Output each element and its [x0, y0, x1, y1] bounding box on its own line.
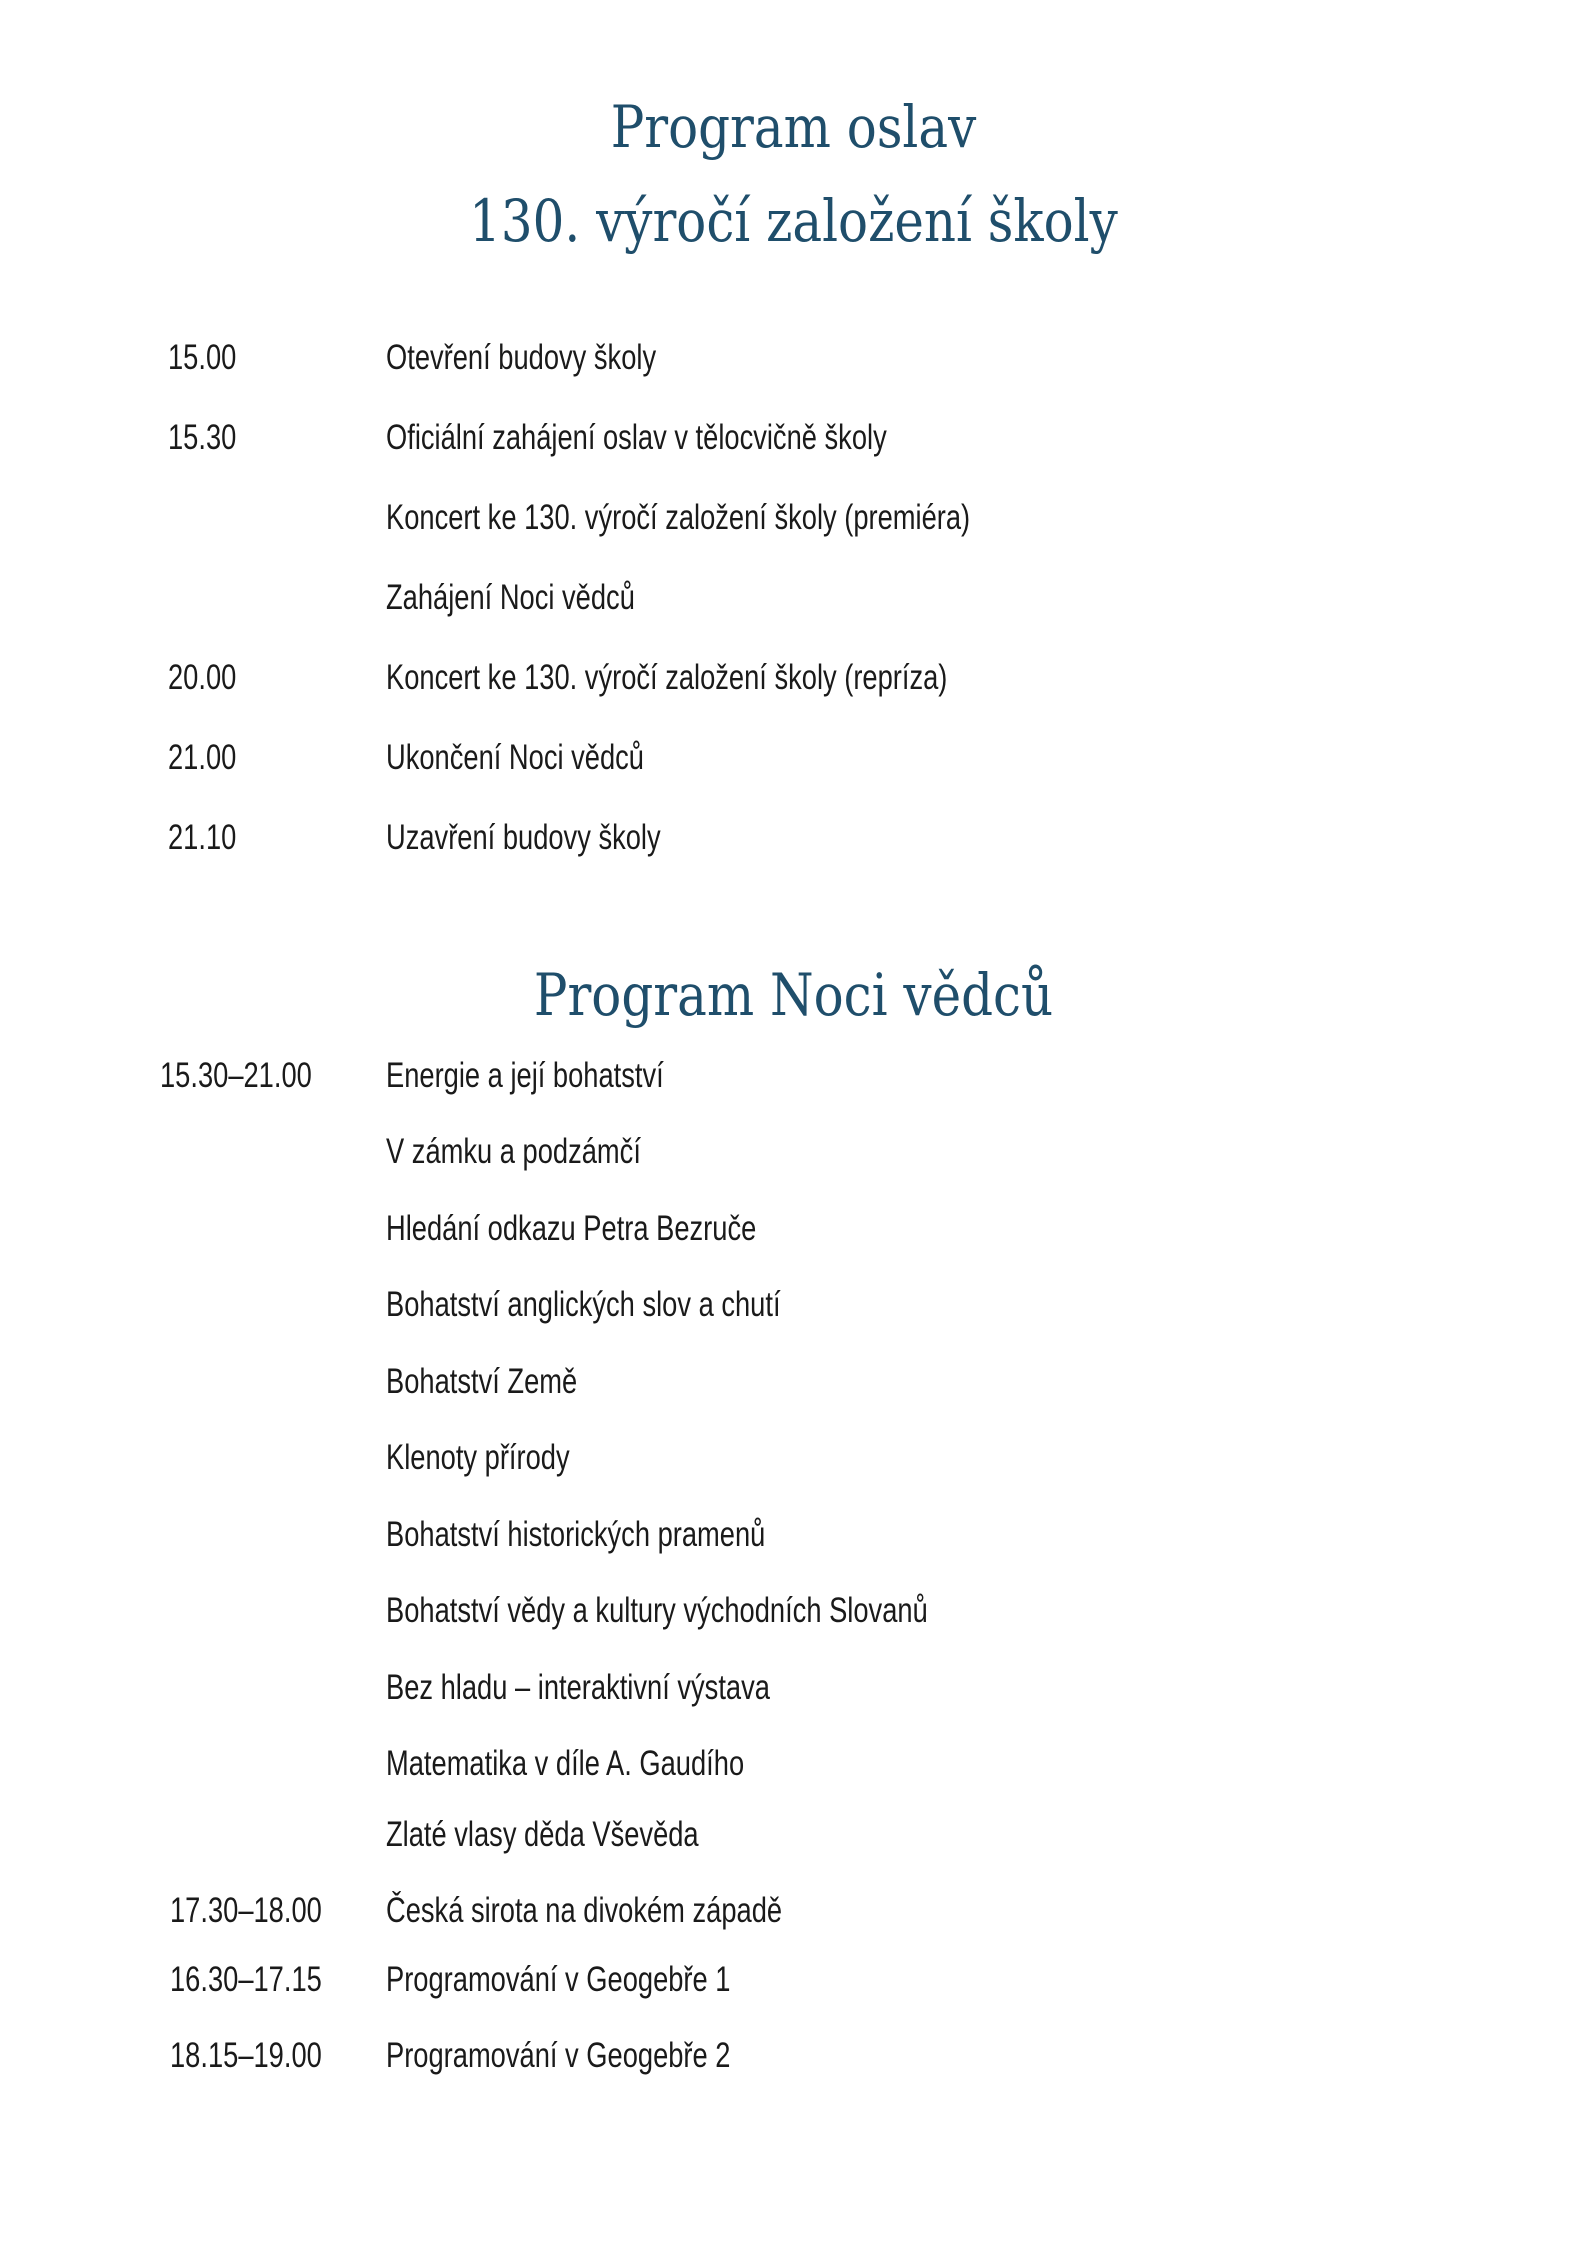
- schedule-row: [0, 1211, 1587, 1261]
- schedule-time: 15.00: [168, 338, 237, 377]
- schedule-event: Bez hladu – interaktivní výstava: [386, 1668, 770, 1707]
- schedule-row: [0, 740, 1587, 790]
- schedule-event: Zahájení Noci vědců: [386, 578, 635, 617]
- schedule-row: [0, 1593, 1587, 1643]
- schedule-row: [0, 1440, 1587, 1490]
- schedule-event: V zámku a podzámčí: [386, 1132, 641, 1171]
- schedule-time: 15.30: [168, 418, 237, 457]
- schedule-row: [0, 1364, 1587, 1414]
- schedule-row: [0, 1287, 1587, 1337]
- schedule-row: [0, 500, 1587, 550]
- schedule-row: [0, 340, 1587, 390]
- title-anniversary: 130. výročí založení školy: [469, 187, 1118, 255]
- schedule-event: Energie a její bohatství: [386, 1056, 664, 1095]
- schedule-event: Koncert ke 130. výročí založení školy (repríza): [386, 658, 948, 697]
- schedule-row: [0, 1817, 1587, 1867]
- schedule-row: [0, 660, 1587, 710]
- schedule-row: [0, 1134, 1587, 1184]
- schedule-row: [0, 1962, 1587, 2012]
- schedule-event: Otevření budovy školy: [386, 338, 657, 377]
- schedule-time: 17.30–18.00: [170, 1891, 322, 1930]
- title-program-noci: Program Noci vědců: [533, 961, 1054, 1029]
- schedule-row: [0, 1746, 1587, 1796]
- schedule-event: Bohatství Země: [386, 1362, 578, 1401]
- title-program-oslav: Program oslav: [610, 93, 977, 161]
- schedule-event: Oficiální zahájení oslav v tělocvičně školy: [386, 418, 887, 457]
- schedule-event: Klenoty přírody: [386, 1438, 570, 1477]
- schedule-event: Bohatství anglických slov a chutí: [386, 1285, 781, 1324]
- schedule-time: 18.15–19.00: [170, 2036, 322, 2075]
- schedule-time: 15.30–21.00: [160, 1056, 312, 1095]
- schedule-event: Bohatství historických pramenů: [386, 1515, 766, 1554]
- schedule-event: Matematika v díle A. Gaudího: [386, 1744, 745, 1783]
- schedule-time: 16.30–17.15: [170, 1960, 322, 1999]
- schedule-event: Programování v Geogebře 2: [386, 2036, 731, 2075]
- schedule-event: Zlaté vlasy děda Vševěda: [386, 1815, 699, 1854]
- schedule-event: Uzavření budovy školy: [386, 818, 661, 857]
- schedule-row: [0, 2038, 1587, 2088]
- schedule-event: Ukončení Noci vědců: [386, 738, 644, 777]
- schedule-row: [0, 420, 1587, 470]
- schedule-event: Programování v Geogebře 1: [386, 1960, 731, 1999]
- schedule-row: [0, 1517, 1587, 1567]
- schedule-row: [0, 1058, 1587, 1108]
- schedule-row: [0, 820, 1587, 870]
- schedule-time: 21.10: [168, 818, 237, 857]
- schedule-row: [0, 580, 1587, 630]
- schedule-event: Koncert ke 130. výročí založení školy (premiéra): [386, 498, 971, 537]
- schedule-event: Česká sirota na divokém západě: [386, 1891, 783, 1930]
- schedule-row: [0, 1893, 1587, 1943]
- schedule-time: 20.00: [168, 658, 237, 697]
- schedule-event: Hledání odkazu Petra Bezruče: [386, 1209, 757, 1248]
- schedule-event: Bohatství vědy a kultury východních Slovanů: [386, 1591, 928, 1630]
- schedule-time: 21.00: [168, 738, 237, 777]
- schedule-row: [0, 1670, 1587, 1720]
